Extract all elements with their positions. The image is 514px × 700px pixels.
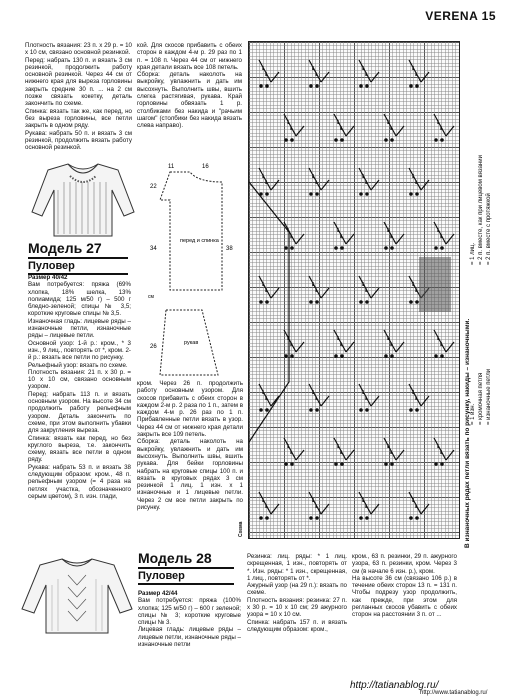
chart-motif <box>334 114 354 136</box>
chart-dot <box>360 301 362 303</box>
chart-dot <box>391 463 393 465</box>
watermark-url[interactable]: http://tatianablog.ru/ <box>350 680 439 691</box>
chart-motif <box>409 492 429 514</box>
chart-dot <box>341 355 343 357</box>
pattern-schematic <box>140 160 240 380</box>
chart-dot <box>266 193 268 195</box>
chart-dot <box>310 517 312 519</box>
paragraph: кром., 63 п. резинки, 29 п. ажурного узора, 63 п. резинки, кром. Через 3 см (в начале 6 изн. р.), кром. <box>352 553 457 575</box>
paragraph: Рукава: набрать 53 п. и вязать 38 следующим образом: кром., 48 п. рельефным узором (= 4 раза на петлях участка, обозначенного серым цветом), 3 п. изн. глади, <box>28 463 131 500</box>
chart-motif <box>259 384 279 406</box>
model-27-title <box>28 240 128 275</box>
legend-item: = 1 изн. <box>470 403 476 425</box>
model-27-text <box>28 274 131 500</box>
paragraph: Спинка: набрать 157 п. и вязать следующим образом: кром., <box>247 618 347 633</box>
paragraph: Лицевая гладь: лицевые ряды – лицевые петли, изнаночные ряды – изнаночные петли <box>138 626 241 649</box>
chart-motif <box>309 384 329 406</box>
paragraph: Размер 42/44 <box>138 590 178 597</box>
chart-motif <box>434 114 454 136</box>
chart-motif <box>309 60 329 82</box>
chart-motif <box>259 492 279 514</box>
chart-dot <box>416 409 418 411</box>
chart-dot <box>291 247 293 249</box>
chart-dot <box>285 463 287 465</box>
chart-dot <box>260 517 262 519</box>
chart-dot <box>260 85 262 87</box>
chart-motif <box>334 438 354 460</box>
column-3-bottom-text <box>247 553 347 633</box>
chart-dot <box>285 355 287 357</box>
chart-dot <box>341 247 343 249</box>
chart-dot <box>260 301 262 303</box>
chart-motif <box>409 384 429 406</box>
chart-dot <box>366 301 368 303</box>
column-2-middle-text <box>137 380 243 511</box>
chart-dot <box>310 85 312 87</box>
chart-dot <box>316 301 318 303</box>
chart-dot <box>335 355 337 357</box>
chart-motif <box>434 438 454 460</box>
chart-motif <box>259 60 279 82</box>
paragraph: Перед: набрать 113 п. и вязать основным узором. На высоте 34 см продолжить работу рельефным узором. Деталь закончить по схеме, при этом выполнить убавки для закругления выреза. <box>28 390 131 435</box>
chart-dot <box>366 517 368 519</box>
chart-dot <box>385 139 387 141</box>
chart-dot <box>385 355 387 357</box>
chart-motifs <box>249 42 459 538</box>
paragraph: Вам потребуется: пряжа (100% хлопка; 125 м/50 г) – 600 г зеленой; спицы № 3; короткие круговые спицы № 3. <box>138 597 241 627</box>
paragraph: Сборка: деталь наколоть на выкройку, увлажнить и дать им высохнуть. Выполнить швы, вшить рукава. Для бейки горловины набрать на круговые спицы 100 п. и вязать в круговых рядах 3 см резинкой 1 лиц. 1 изн. x 1 изнаночные и 1 лицевые петли. Через 2 см все петли закрыть по рисунку. <box>137 438 243 512</box>
paragraph: Рукава: набрать 50 п. и вязать 3 см резинкой, продолжить вязать работу основной резинкой. <box>25 129 132 152</box>
model-number: Модель 28 <box>138 550 212 566</box>
sleeve-label: рукав <box>184 340 199 346</box>
shaded-region <box>419 257 451 312</box>
chart-motif <box>334 222 354 244</box>
chart-dot <box>316 517 318 519</box>
chart-dot <box>441 463 443 465</box>
knitting-note: В изнаночных рядах петли вязать по рисунку, накиды – изнаночными. <box>464 318 471 548</box>
chart-dot <box>260 193 262 195</box>
chart-motif <box>359 384 379 406</box>
chart-motif <box>284 114 304 136</box>
chart-dot <box>316 409 318 411</box>
chart-dot <box>391 355 393 357</box>
paragraph: Плотность вязания: 21 п. x 30 р. = 10 x 10 см, связано основным узором. <box>28 368 131 391</box>
model-28-title <box>138 550 234 585</box>
chart-dot <box>310 409 312 411</box>
chart-dot <box>266 517 268 519</box>
chart-motif <box>259 168 279 190</box>
chart-dot <box>366 85 368 87</box>
chart-dot <box>316 193 318 195</box>
paragraph: Плотность вязания: 23 п. x 29 р. = 10 x 10 см, связано основной резинкой. <box>25 42 132 57</box>
chart-motif <box>284 330 304 352</box>
chart-motif <box>309 492 329 514</box>
chart-motif <box>384 330 404 352</box>
chart-motif <box>309 168 329 190</box>
chart-dot <box>410 85 412 87</box>
chart-motif <box>409 168 429 190</box>
chart-dot <box>266 409 268 411</box>
paragraph: Основной узор: 1-й р.: кром., * 3 изн., 9 лиц., повторять от *, кром. 2-й р.: вязать все петли по рисунку. <box>28 339 131 362</box>
column-1-top-text <box>25 42 132 151</box>
chart-dot <box>441 139 443 141</box>
watermark-url-secondary[interactable]: http://www.tatianablog.ru/ <box>420 690 488 696</box>
paragraph: Размер 40/42 <box>28 274 68 281</box>
chart-motif <box>384 222 404 244</box>
chart-motif <box>259 276 279 298</box>
height-label: 34 <box>150 246 157 252</box>
paragraph: Резинка: лиц. ряды: * 1 лиц. скрещенная, 1 изн., повторять от *. Изн. ряды: * 1 изн., скрещенная, 1 лиц., повторять от *. <box>247 553 347 582</box>
height-label: 22 <box>150 184 157 190</box>
chart-motif <box>434 222 454 244</box>
legend-item: = кромочная петля <box>478 372 484 425</box>
chart-dot <box>291 463 293 465</box>
chart-dot <box>335 139 337 141</box>
chart-dot <box>266 85 268 87</box>
chart-dot <box>260 409 262 411</box>
chart-dot <box>341 139 343 141</box>
chart-motif <box>359 492 379 514</box>
chart-motif <box>309 276 329 298</box>
chart-dot <box>335 463 337 465</box>
width-label: 16 <box>202 164 209 170</box>
column-2-top-text <box>137 42 242 130</box>
chart-dot <box>291 355 293 357</box>
chart-motif <box>359 60 379 82</box>
paragraph: Сборка: деталь наколоть на выкройку, увлажнить и дать им высохнуть. Выполнить швы, вшить слегка растягивая, рукава. Край горловины обвязать 1 р. столбиками без накида и "рачьим шагом" (столбики без накида вязать слева направо). <box>137 71 242 130</box>
chart-dot <box>291 139 293 141</box>
chart-motif <box>359 276 379 298</box>
chart-dot <box>385 463 387 465</box>
chart-dot <box>316 85 318 87</box>
chart-dot <box>435 463 437 465</box>
chart-dot <box>416 85 418 87</box>
chart-dot <box>360 193 362 195</box>
chart-motif <box>359 168 379 190</box>
chart-dot <box>391 139 393 141</box>
legend-item: = 2 п. вместе, как при лицевом вязании <box>478 155 484 265</box>
chart-dot <box>410 193 412 195</box>
chart-dot <box>366 193 368 195</box>
chart-dot <box>435 139 437 141</box>
height-label: 38 <box>226 246 233 252</box>
chart-motif <box>284 438 304 460</box>
column-4-bottom-text <box>352 553 457 619</box>
chart-dot <box>385 247 387 249</box>
paragraph: На высоте 36 см (связано 106 р.) в течение обеих сторон 13 п. = 131 п. Чтобы подрезу узор продолжить, как прежде, при этом для регланных скосов убавить с обеих сторон на расстоянии 3 п. от ... <box>352 574 457 619</box>
model-number: Модель 27 <box>28 240 102 256</box>
chart-dot <box>435 355 437 357</box>
chart-dot <box>416 301 418 303</box>
chart-dot <box>285 247 287 249</box>
chart-dot <box>441 355 443 357</box>
chart-dot <box>310 301 312 303</box>
chart-dot <box>435 247 437 249</box>
chart-dot <box>410 409 412 411</box>
chart-motif <box>334 330 354 352</box>
chart-dot <box>410 301 412 303</box>
chart-motif <box>434 330 454 352</box>
paragraph: Вам потребуется: пряжа (69% хлопка, 18% шелка, 13% полиамида; 125 м/50 г) – 500 г бледно-зеленой; спицы № 3,5; короткие круговые спицы № 3,5. <box>28 281 131 318</box>
legend-item: = 2 п. вместе с протяжкой <box>486 193 492 265</box>
model-28-text <box>138 590 241 648</box>
chart-dot <box>366 409 368 411</box>
model-name: Пуловер <box>138 567 234 585</box>
chart-dot <box>416 517 418 519</box>
paragraph: Перед: набрать 130 п. и вязать 3 см резинкой, продолжить работу основной резинкой. Через 44 см от нижнего края для выреза горловины закрыть средние 30 п. ... на 2 см позже связать кокетку, деталь закончить по схеме. <box>25 56 132 108</box>
chart-dot <box>335 247 337 249</box>
chart-dot <box>416 193 418 195</box>
paragraph: кой. Для скосов прибавить с обеих сторон в каждом 4-м р. 29 раз по 1 п. = 108 п. Через 44 см от нижнего края детали вязать все 108 петель. <box>137 42 242 71</box>
sweater-27-illustration <box>28 162 138 238</box>
chart-motif <box>409 60 429 82</box>
model-name: Пуловер <box>28 257 128 275</box>
chart-motif <box>284 222 304 244</box>
chart-dot <box>266 301 268 303</box>
chart-dot <box>310 193 312 195</box>
piece-label: перед и спинка <box>180 238 219 244</box>
paragraph: Спинка: вязать как перед, но без круглого выреза, т.е. закончить схему, вязать все петли в одном ряду. <box>28 434 131 464</box>
chart-motif <box>384 114 404 136</box>
paragraph: Ажурный узор (на 29 п.): вязать по схеме. <box>247 582 347 597</box>
chart-dot <box>410 517 412 519</box>
paragraph: Изнаночная гладь: лицевые ряды – изнаночные петли, изнаночные ряды – лицевые петли. <box>28 317 131 340</box>
sweater-28-illustration <box>18 555 136 635</box>
chart-dot <box>341 463 343 465</box>
chart-dot <box>360 409 362 411</box>
page-header: VERENA 15 <box>425 9 496 23</box>
scheme-label: Схема <box>238 521 244 537</box>
chart-motif <box>384 438 404 460</box>
chart-dot <box>360 517 362 519</box>
width-label: 11 <box>168 164 175 170</box>
knitting-chart <box>248 41 460 539</box>
chart-dot <box>285 139 287 141</box>
legend-item: = 1 лиц. <box>470 242 476 265</box>
paragraph: кром. Через 26 п. продолжить работу основным узором. Для скосов прибавить с обеих сторон в каждом 2-м р. 2 раза по 1 п., затем в каждом 4-м р. 26 раз по 1 п. Прибавленные петли вязать в узор. Через 44 см от нижнего края детали закрыть все 109 петель. <box>137 380 243 439</box>
paragraph: Рельефный узор: вязать по схеме. <box>28 361 128 369</box>
sleeve-height-label: 26 <box>150 344 157 350</box>
unit-label: см <box>148 294 154 300</box>
chart-dot <box>360 85 362 87</box>
front-back-piece <box>160 172 222 290</box>
chart-dot <box>391 247 393 249</box>
paragraph: Плотность вязания: резинка: 27 п. x 30 р. = 10 x 10 см; 29 ажурного узора = 10 x 10 см. <box>247 596 347 619</box>
chart-dot <box>441 247 443 249</box>
legend-item: = изнаночные петли <box>486 368 492 425</box>
paragraph: Спинка: вязать так же, как перед, но без выреза горловины, все петли закрыть в одном ряду. <box>25 107 132 130</box>
